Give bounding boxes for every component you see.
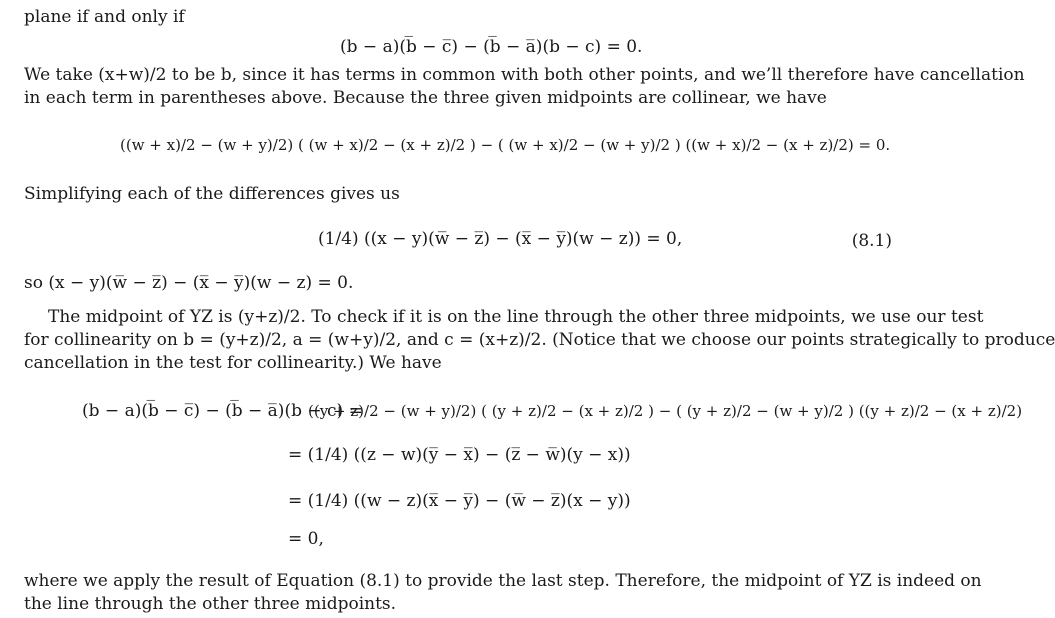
equation-8-1: (1/4) ((x − y)(w̅ − z̅) − (x̅ − y̅)(w − z)) = 0, — [318, 229, 683, 249]
text-line: plane if and only if — [24, 7, 185, 27]
equation-number: (8.1) — [851, 231, 892, 251]
equation-collinearity-test: (b − a)(b̅ − c̅) − (b̅ − a̅)(b − c) = 0. — [340, 37, 643, 57]
equation-step-2: = (1/4) ((z − w)(y̅ − x̅) − (z̅ − w̅)(y − x)) — [288, 445, 631, 465]
equation-step-3: = (1/4) ((w − z)(x̅ − y̅) − (w̅ − z̅)(x − y)) — [288, 491, 631, 511]
text-line: The midpoint of YZ is (y+z)/2. To check if it is on the line through the other three midpoints, we use our test — [48, 307, 984, 327]
text-line: Simplifying each of the differences gives us — [24, 184, 400, 204]
text-line: We take (x+w)/2 to be b, since it has terms in common with both other points, and we’ll therefore have cancellation — [24, 65, 1025, 85]
text-line: so (x − y)(w̅ − z̅) − (x̅ − y̅)(w − z) = 0. — [24, 273, 354, 293]
text-line: for collinearity on b = (y+z)/2, a = (w+y)/2, and c = (x+z)/2. (Notice that we choose our points strategically to produce — [24, 330, 1055, 350]
equation-step-1: ((y + z)/2 − (w + y)/2) ( (y + z)/2 − (x + z)/2 ) − ( (y + z)/2 − (w + y)/2 ) ((y + z)/2 − (x + z)/2) — [308, 402, 1023, 420]
text-line: cancellation in the test for collinearity.) We have — [24, 353, 442, 373]
text-line: where we apply the result of Equation (8.1) to provide the last step. Therefore, the midpoint of YZ is indeed on — [24, 571, 982, 591]
equation-lhs: (b − a)(b̅ − c̅) − (b̅ − a̅)(b − c) = — [82, 401, 363, 421]
text-line: in each term in parentheses above. Because the three given midpoints are collinear, we have — [24, 88, 827, 108]
equation-given-midpoints: ((w + x)/2 − (w + y)/2) ( (w + x)/2 − (x + z)/2 ) − ( (w + x)/2 − (w + y)/2 ) ((w + x)/2 − (x + z)/2) = 0. — [120, 136, 891, 154]
text-line: the line through the other three midpoints. — [24, 594, 397, 614]
equation-step-4: = 0, — [288, 529, 324, 549]
